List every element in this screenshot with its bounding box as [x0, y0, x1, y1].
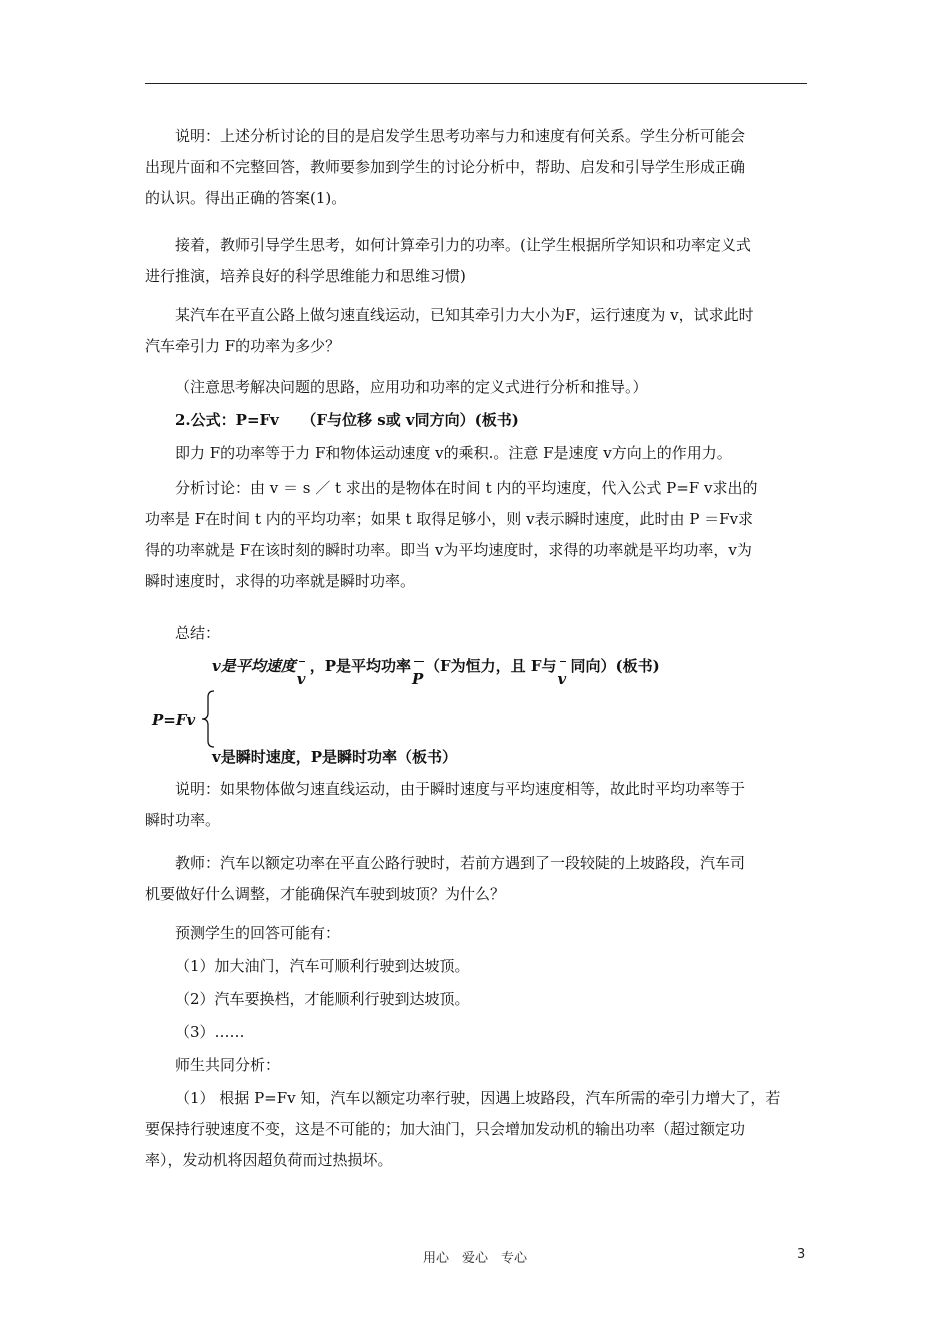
p-bar-symbol: P [411, 658, 425, 676]
para-teacher-question: 教师：汽车以额定功率在平直公路行驶时，若前方遇到了一段较陡的上坡路段，汽车司 机要做好什么调整，才能确保汽车驶到坡顶？为什么？ [145, 854, 746, 903]
summary-row-average: v是平均速度 v ，P是平均功率 P （F为恒力，且 F与 v 同向）(板书) [212, 657, 660, 688]
para-definition: 即力 F的功率等于力 F和物体运动速度 v的乘积.。注意 F是速度 v方向上的作用力。 [175, 444, 732, 462]
para-car-problem: 某汽车在平直公路上做匀速直线运动，已知其牵引力大小为F，运行速度为 v，试求此时 汽车牵引力 F的功率为多少？ [145, 306, 754, 355]
para-explanation-2: 说明：如果物体做匀速直线运动，由于瞬时速度与平均速度相等，故此时平均功率等于 瞬时功率。 [145, 780, 746, 829]
para-analysis: 分析讨论：由 v ＝ s ／ t 求出的是物体在时间 t 内的平均速度，代入公式 P=F v求出的 功率是 F在时间 t 内的平均功率；如果 t 取得足够小，则 v表示瞬时速度，此时由 P ＝Fv求 得的功率就是 F在该时刻的瞬时功率。即当 v为平均速度时，求得的功率就是平均功率，v为 瞬时速度时，求得的功率就是瞬时功率。 [145, 479, 758, 590]
answer-item: （1）加大油门，汽车可顺利行驶到达坡顶。 [175, 957, 470, 975]
page-footer: 用心 爱心 专心 [422, 1251, 527, 1266]
summary-label: 总结： [175, 624, 221, 642]
joint-analysis-label: 师生共同分析： [175, 1056, 281, 1074]
predict-label: 预测学生的回答可能有： [175, 924, 341, 942]
formula-heading: 2.公式：P=Fv （F与位移 s或 v同方向）(板书) [175, 411, 519, 429]
summary-formula: P=Fv [152, 711, 196, 729]
curly-brace-icon [200, 690, 218, 748]
summary-row-instant: v是瞬时速度，P是瞬时功率（板书） [212, 748, 457, 766]
v-bar-symbol: v [557, 658, 571, 676]
para-explanation-1: 说明：上述分析讨论的目的是启发学生思考功率与力和速度有何关系。学生分析可能会 出现片面和不完整回答，教师要参加到学生的讨论分析中，帮助、启发和引导学生形成正确 的认识。得出正确的答案(1)。 [145, 127, 746, 207]
para-joint-analysis: （1） 根据 P=Fv 知，汽车以额定功率行驶，因遇上坡路段，汽车所需的牵引力增大了，若 要保持行驶速度不变，这是不可能的；加大油门，只会增加发动机的输出功率（超过额定功 率），发动机将因超负荷而过热损坏。 [145, 1089, 781, 1169]
answer-item: （2）汽车要换档，才能顺利行驶到达坡顶。 [175, 990, 470, 1008]
para-note: （注意思考解决问题的思路，应用功和功率的定义式进行分析和推导。） [175, 378, 648, 396]
v-bar-symbol: v [296, 658, 310, 676]
page-number: 3 [797, 1247, 806, 1262]
para-teacher-guide: 接着，教师引导学生思考，如何计算牵引力的功率。(让学生根据所学知识和功率定义式 进行推演，培养良好的科学思维能力和思维习惯) [145, 236, 751, 285]
header-rule [145, 83, 807, 84]
answer-item: （3）…… [175, 1023, 245, 1041]
